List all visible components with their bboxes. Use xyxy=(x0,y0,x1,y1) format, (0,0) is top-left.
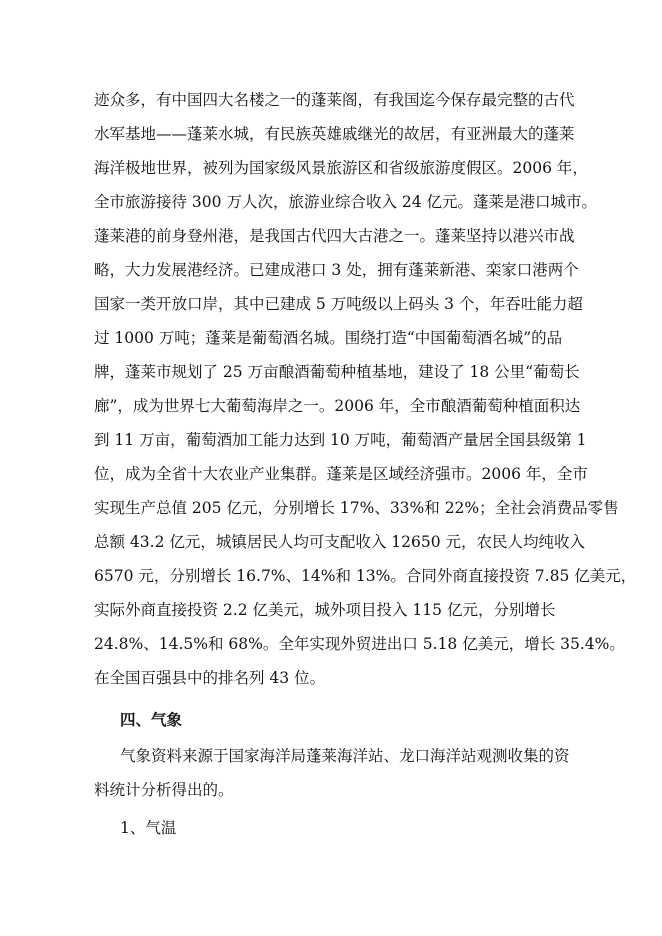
section-paragraph-line: 气象资料来源于国家海洋局蓬莱海洋站、龙口海洋站观测收集的资 xyxy=(120,747,570,765)
body-line: 蓬莱港的前身登州港，是我国古代四大古港之一。蓬莱坚持以港兴市战 xyxy=(94,227,575,245)
body-line: 全市旅游接待 300 万人次，旅游业综合收入 24 亿元。蓬莱是港口城市。 xyxy=(94,193,598,211)
body-line: 到 11 万亩，葡萄酒加工能力达到 10 万吨，葡萄酒产量居全国县级第 1 xyxy=(94,431,587,449)
body-line: 过 1000 万吨；蓬莱是葡萄酒名城。围绕打造“中国葡萄酒名城”的品 xyxy=(94,329,563,347)
body-line: 国家一类开放口岸，其中已建成 5 万吨级以上码头 3 个，年吞吐能力超 xyxy=(94,295,583,313)
body-line: 总额 43.2 亿元，城镇居民人均可支配收入 12650 元，农民人均纯收入 xyxy=(94,533,586,551)
body-line: 实际外商直接投资 2.2 亿美元，城外项目投入 115 亿元，分别增长 xyxy=(94,601,556,619)
body-line: 海洋极地世界，被列为国家级风景旅游区和省级旅游度假区。2006 年， xyxy=(94,159,588,177)
body-line: 位，成为全省十大农业产业集群。蓬莱是区域经济强市。2006 年，全市 xyxy=(94,465,588,483)
body-line: 水军基地——蓬莱水城，有民族英雄戚继光的故居，有亚洲最大的蓬莱 xyxy=(94,125,575,143)
body-line: 略，大力发展港经济。已建成港口 3 处，拥有蓬莱新港、栾家口港两个 xyxy=(94,261,579,279)
body-line: 24.8%、14.5%和 68%。全年实现外贸进出口 5.18 亿美元，增长 35.4%。 xyxy=(94,635,625,653)
subheading: 1、气温 xyxy=(120,819,177,837)
body-line: 廊”，成为世界七大葡萄海岸之一。2006 年，全市酿酒葡萄种植面积达 xyxy=(94,397,581,415)
section-paragraph-line: 料统计分析得出的。 xyxy=(94,781,234,799)
body-line: 迹众多，有中国四大名楼之一的蓬莱阁，有我国迄今保存最完整的古代 xyxy=(94,91,575,109)
section-heading: 四、气象 xyxy=(120,710,183,729)
body-line: 在全国百强县中的排名列 43 位。 xyxy=(94,669,326,687)
body-line: 实现生产总值 205 亿元，分别增长 17%、33%和 22%；全社会消费品零售 xyxy=(94,499,619,517)
body-line: 6570 元，分别增长 16.7%、14%和 13%。合同外商直接投资 7.85 亿美元， xyxy=(94,567,637,585)
body-line: 牌，蓬莱市规划了 25 万亩酿酒葡萄种植基地，建设了 18 公里“葡萄长 xyxy=(94,363,580,381)
